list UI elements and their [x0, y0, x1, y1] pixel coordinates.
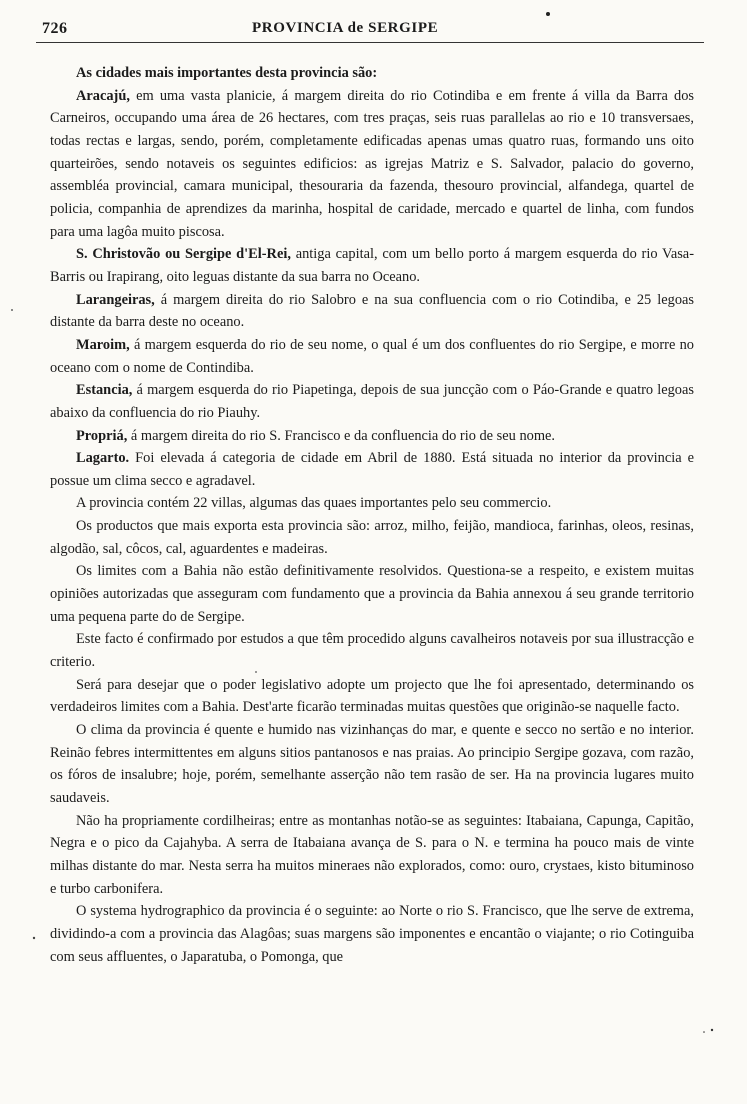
- paragraph: [50, 900, 694, 968]
- paragraph-text: Os limites com a Bahia não estão definitivamente resolvidos. Questiona-se a respeito, e existem muitas opiniões autorizadas que asseguram com fundamento que a provincia da Bahia annexou á seu grande territorio uma pequena parte do de Sergipe.: [50, 563, 694, 625]
- running-title: PROVINCIA de SERGIPE: [252, 20, 439, 36]
- ink-speck: [703, 1031, 705, 1033]
- ink-speck: [33, 937, 35, 939]
- paragraph: [50, 492, 694, 515]
- paragraph-text: Os productos que mais exporta esta provincia são: arroz, milho, feijão, mandioca, farinhas, oleos, resinas, algodão, sal, côcos, cal, aguardentes e madeiras.: [50, 518, 694, 557]
- body-text: [50, 62, 694, 968]
- city-name: Lagarto.: [76, 450, 130, 467]
- paragraph-text: O clima da provincia é quente e humido nas vizinhanças do mar, e quente e secco no sertão e no interior. Reinão febres intermittentes em alguns sitios pantanosos e nas praias. Ao principio Sergipe gozava, com razão, os fóros de insalubre; hoje, porém, semelhante asserção não tem rasão de ser. Ha na provincia lugares muito saudaveis.: [50, 722, 694, 806]
- paragraph-text: á margem esquerda do rio de seu nome, o qual é um dos confluentes do rio Sergipe, e morre no oceano com o nome de Contindiba.: [50, 336, 694, 376]
- paragraph-text: O systema hydrographico da provincia é o seguinte: ao Norte o rio S. Francisco, que lhe serve de extrema, dividindo-a com a provincia das Alagôas; suas margens são imponentes e encantão o viajante; o rio Cotinguiba com seus affluentes, o Japaratuba, o Pomonga, que: [50, 903, 694, 965]
- paragraph: [50, 447, 694, 492]
- page-number: 726: [42, 20, 68, 37]
- city-name: Maroim,: [76, 336, 130, 353]
- paragraph: [50, 62, 694, 85]
- paragraph: [50, 515, 694, 560]
- paragraph-text: A provincia contém 22 villas, algumas das quaes importantes pelo seu commercio.: [76, 495, 552, 512]
- city-name: Aracajú,: [76, 87, 130, 104]
- ink-speck: [11, 309, 13, 311]
- city-name: Estancia,: [76, 382, 133, 399]
- paragraph-text: á margem esquerda do rio Piapetinga, depois de sua juncção com o Páo-Grande e quatro legoas abaixo da confluencia do rio Piauhy.: [50, 382, 694, 421]
- paragraph-text: em uma vasta planicie, á margem direita do rio Cotindiba e em frente á villa da Barra dos Carneiros, occupando uma área de 26 hectares, com tres praças, seis ruas parallelas ao rio e 10 transversaes, todas rectas e largas, sendo, porém, completamente edificadas apenas umas quatro ruas, formando uns oito quarteirões, sendo notaveis os seguintes edificios: as igrejas Matriz e S. Salvador, palacio do governo, assembléa provincial, camara municipal, thesouraria da fazenda, thesouro provincial, alfandega, quartel de policia, companhia de aprendizes da marinha, hospital de caridade, mercado e quartel de linha, com fundos para uma lagôa muito piscosa.: [50, 87, 694, 240]
- paragraph-text: Foi elevada á categoria de cidade em Abril de 1880. Está situada no interior da provincia e possue um clima secco e agradavel.: [50, 450, 694, 489]
- city-name: S. Christovão ou Sergipe d'El-Rei,: [76, 246, 291, 263]
- paragraph: [50, 719, 694, 810]
- paragraph-text: Será para desejar que o poder legislativo adopte um projecto que lhe foi apresentado, determinando os verdadeiros limites com a Bahia. Dest'arte ficarão terminadas muitas questões que originão-se naquelle facto.: [50, 676, 694, 716]
- paragraph-text: Este facto é confirmado por estudos a que têm procedido alguns cavalheiros notaveis por sua illustracção e criterio.: [50, 631, 694, 671]
- paragraph: [50, 674, 694, 719]
- paragraph: [50, 628, 694, 673]
- paragraph: [50, 810, 694, 901]
- paragraph: [50, 243, 694, 288]
- paragraph-text: antiga capital, com um bello porto á margem esquerda do rio Vasa-Barris ou Irapirang, oito leguas distante da sua barra no Oceano.: [50, 246, 694, 285]
- paragraph-text: á margem direita do rio Salobro e na sua confluencia com o rio Cotindiba, e 25 legoas distante da barra deste no oceano.: [50, 291, 694, 331]
- paragraph: [50, 379, 694, 424]
- paragraph: [50, 560, 694, 628]
- header-rule: [36, 42, 704, 43]
- ink-speck: [711, 1029, 713, 1031]
- paragraph: [50, 289, 694, 334]
- paragraph-text: Não ha propriamente cordilheiras; entre as montanhas notão-se as seguintes: Itabaiana, Capunga, Capitão, Negra e o pico da Cajahyba. A serra de Itabaiana avança de S. para o N. e termina ha pouco mais de vinte milhas distante do mar. Nesta serra ha muitos mineraes não explorados, como: ouro, crystaes, kisto bituminoso e turbo carbonifera.: [50, 812, 694, 897]
- city-name: Propriá,: [76, 427, 128, 444]
- paragraph: [50, 425, 694, 448]
- page-header: [36, 14, 704, 40]
- city-name: Larangeiras,: [76, 291, 155, 308]
- paragraph-text: As cidades mais importantes desta provincia são:: [76, 65, 378, 81]
- paragraph-text: á margem direita do rio S. Francisco e da confluencia do rio de seu nome.: [127, 427, 556, 444]
- paragraph: [50, 334, 694, 379]
- paragraph: [50, 85, 694, 244]
